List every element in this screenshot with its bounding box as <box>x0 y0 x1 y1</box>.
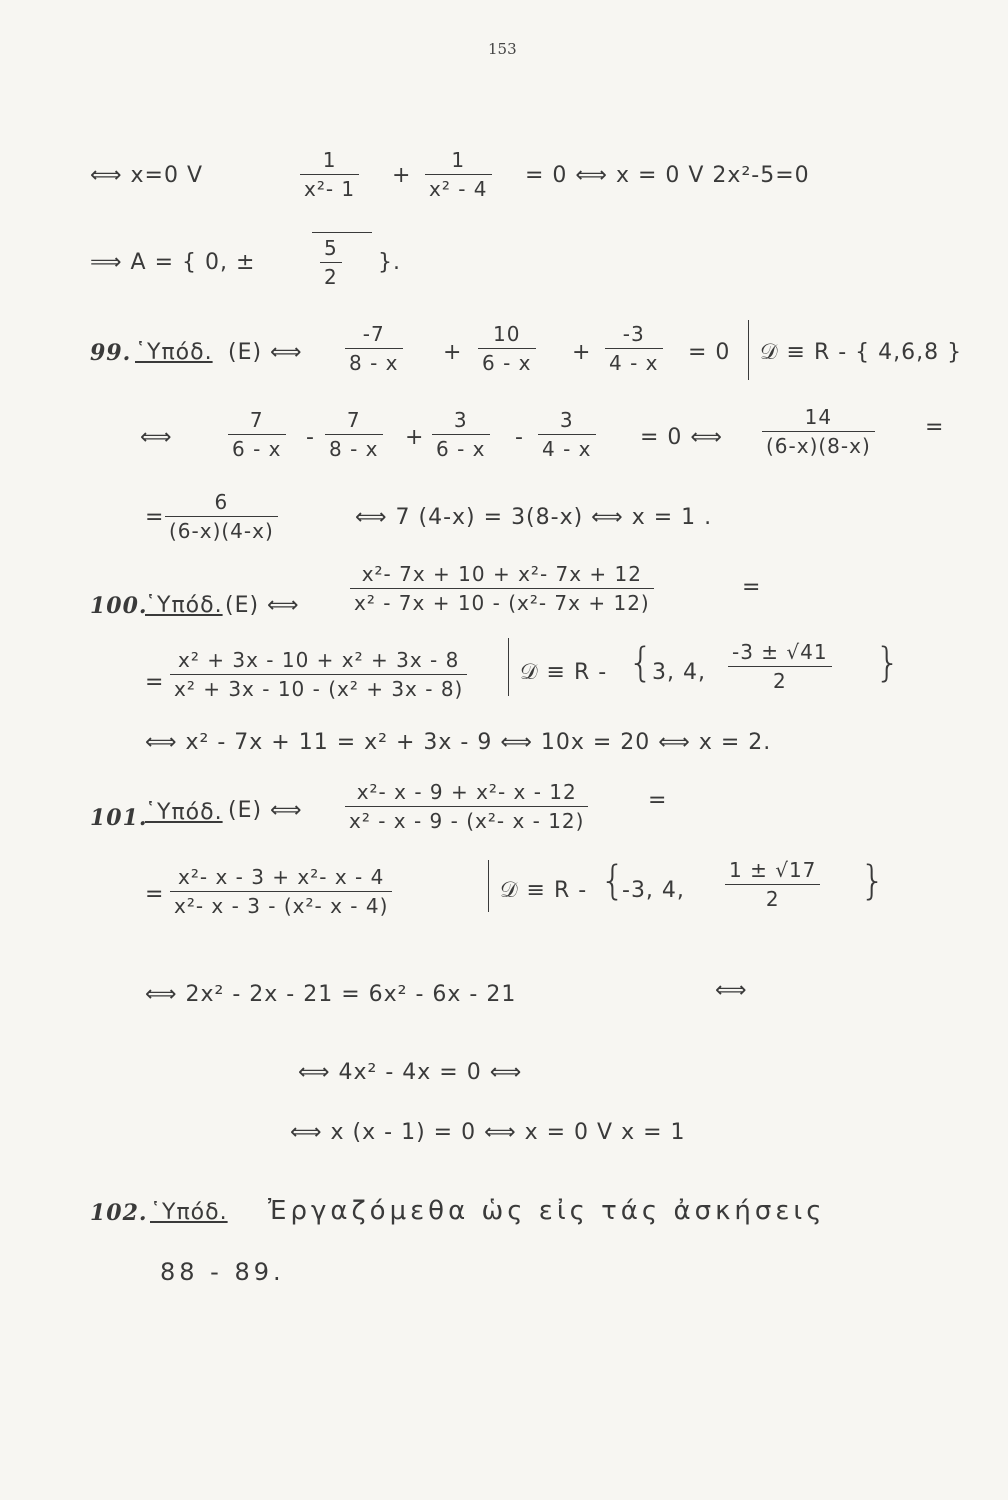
fraction-denominator: 4 - x <box>542 437 592 461</box>
fraction-5-over-2 <box>320 236 342 289</box>
right-brace: } <box>860 858 886 904</box>
equation-e: (E) ⟺ <box>228 798 303 823</box>
separator-bar <box>508 638 509 696</box>
minus-sign: - <box>306 425 315 450</box>
equals-sign: = <box>145 882 165 907</box>
hint-label: ῾Υπόδ. <box>145 800 223 825</box>
hint-label: ῾Υπόδ. <box>135 340 213 365</box>
problem-102-label: 102. <box>90 1200 148 1226</box>
domain-definition: 𝒟 ≡ R - <box>500 878 588 903</box>
fraction-denominator: 6 - x <box>436 437 486 461</box>
page-number: 153 <box>488 40 517 58</box>
fraction-denominator: 8 - x <box>329 437 379 461</box>
hint-label: ῾Υπόδ. <box>150 1200 228 1225</box>
fraction-numerator: -3 ± √41 <box>732 640 828 664</box>
fraction-denominator: x² - 7x + 10 - (x²- 7x + 12) <box>354 591 650 615</box>
fraction-numerator: 1 ± √17 <box>729 858 817 882</box>
solution-line: ⟺ x² - 7x + 11 = x² + 3x - 9 ⟺ 10x = 20 ⟺ x = 2. <box>145 730 772 755</box>
equals-sign: = <box>742 575 762 600</box>
fraction-denominator: 4 - x <box>609 351 659 375</box>
fraction-numerator: x²- x - 3 + x²- x - 4 <box>178 865 385 889</box>
fraction-denominator: 6 - x <box>232 437 282 461</box>
fraction <box>605 322 663 375</box>
line2-end: }. <box>378 250 401 275</box>
fraction-denominator: 8 - x <box>349 351 399 375</box>
line1-start: ⟺ x=0 V <box>90 163 204 188</box>
fraction <box>228 408 286 461</box>
separator-bar <box>488 860 489 912</box>
fraction <box>345 322 403 375</box>
equals-sign: = <box>925 415 945 440</box>
fraction-numerator: x²- 7x + 10 + x²- 7x + 12 <box>361 562 642 586</box>
problem-101-label: 101. <box>90 805 148 831</box>
fraction-1-over-x2-1 <box>300 148 359 201</box>
fraction <box>762 405 875 458</box>
problem-100-label: 100. <box>90 593 148 619</box>
solution-line: ⟺ x (x - 1) = 0 ⟺ x = 0 V x = 1 <box>290 1120 686 1145</box>
fraction-numerator: -7 <box>362 322 385 346</box>
left-brace: { <box>600 858 626 904</box>
equals-zero-arrow: = 0 ⟺ <box>640 425 723 450</box>
equals-sign: = <box>648 788 668 813</box>
fraction <box>170 865 392 918</box>
equals-sign: = <box>145 670 165 695</box>
fraction-numerator: x²- x - 9 + x²- x - 12 <box>356 780 577 804</box>
implies-arrow: ⟺ <box>715 978 748 1003</box>
fraction-denominator: (6-x)(8-x) <box>766 434 871 458</box>
fraction-denominator: x² - 4 <box>429 177 488 201</box>
sqrt-bar <box>312 232 372 233</box>
solution-line: ⟺ 2x² - 2x - 21 = 6x² - 6x - 21 <box>145 982 517 1007</box>
line2-start: ⟹ A = { 0, ± <box>90 250 256 275</box>
fraction <box>350 562 654 615</box>
fraction <box>478 322 536 375</box>
fraction-numerator: 7 <box>249 408 264 432</box>
domain-set: -3, 4, <box>622 878 685 903</box>
fraction-numerator: 14 <box>804 405 833 429</box>
fraction <box>165 490 278 543</box>
fraction-numerator: 6 <box>214 490 229 514</box>
fraction-denominator: x² - x - 9 - (x²- x - 12) <box>349 809 585 833</box>
hint-label: ῾Υπόδ. <box>145 593 223 618</box>
fraction <box>538 408 596 461</box>
left-brace: { <box>628 640 654 686</box>
fraction-numerator: x² + 3x - 10 + x² + 3x - 8 <box>178 648 460 672</box>
implies-arrow: ⟺ <box>140 425 173 450</box>
fraction-denominator: 2 <box>324 265 338 289</box>
fraction-denominator: x² + 3x - 10 - (x² + 3x - 8) <box>174 677 464 701</box>
solution-line: ⟺ 7 (4-x) = 3(8-x) ⟺ x = 1 . <box>355 505 713 530</box>
plus-sign: + <box>392 163 412 188</box>
fraction-numerator: 5 <box>324 236 338 260</box>
domain-definition: 𝒟 ≡ R - { 4,6,8 } <box>760 340 963 365</box>
fraction <box>325 408 383 461</box>
equation-e: (E) ⟺ <box>228 340 303 365</box>
fraction-denominator: 2 <box>765 887 780 911</box>
fraction-numerator: 1 <box>322 148 337 172</box>
fraction-numerator: 7 <box>346 408 361 432</box>
fraction-1-over-x2-4 <box>425 148 492 201</box>
fraction-numerator: 3 <box>453 408 468 432</box>
fraction <box>170 648 467 701</box>
hint-text-continued: 88 - 89. <box>160 1258 285 1286</box>
equals-zero: = 0 <box>688 340 731 365</box>
fraction <box>432 408 490 461</box>
fraction-numerator: 1 <box>451 148 466 172</box>
minus-sign: - <box>515 425 524 450</box>
plus-sign: + <box>443 340 463 365</box>
right-brace: } <box>875 640 901 686</box>
separator-bar <box>748 320 749 380</box>
solution-line: ⟺ 4x² - 4x = 0 ⟺ <box>298 1060 523 1085</box>
fraction <box>725 858 820 911</box>
domain-definition: 𝒟 ≡ R - <box>520 660 608 685</box>
fraction <box>345 780 588 833</box>
fraction <box>728 640 832 693</box>
equals-sign: = <box>145 505 165 530</box>
fraction-denominator: x²- x - 3 - (x²- x - 4) <box>174 894 389 918</box>
fraction-denominator: x²- 1 <box>304 177 356 201</box>
problem-99-label: 99. <box>90 340 132 366</box>
fraction-numerator: 3 <box>559 408 574 432</box>
plus-sign: + <box>572 340 592 365</box>
domain-set: 3, 4, <box>652 660 706 685</box>
line1-end: = 0 ⟺ x = 0 V 2x²-5=0 <box>525 163 810 188</box>
hint-text: Ἐργαζόμεθα ὡς εἰς τάς ἀσκήσεις <box>268 1196 826 1226</box>
fraction-numerator: 10 <box>493 322 521 346</box>
fraction-numerator: -3 <box>622 322 645 346</box>
fraction-denominator: 6 - x <box>482 351 532 375</box>
fraction-denominator: 2 <box>772 669 787 693</box>
fraction-denominator: (6-x)(4-x) <box>169 519 274 543</box>
equation-e: (E) ⟺ <box>225 593 300 618</box>
plus-sign: + <box>405 425 425 450</box>
